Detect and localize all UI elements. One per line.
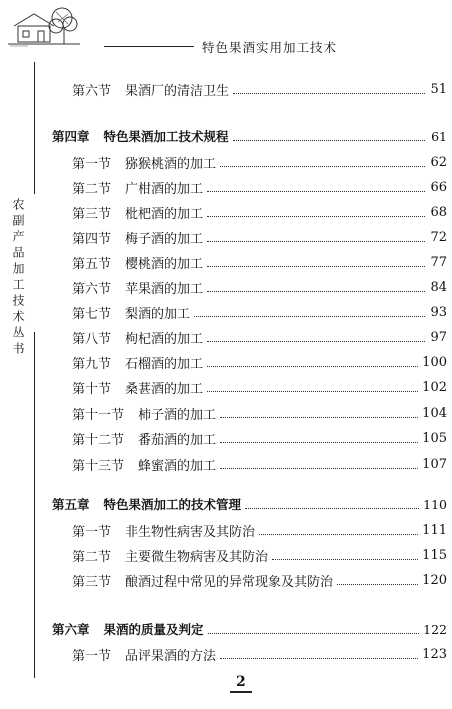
toc-title: 番茄酒的加工 <box>138 432 217 448</box>
toc-section-row <box>72 429 447 447</box>
toc-title: 特色果酒加工的技术管理 <box>103 497 242 512</box>
toc-title: 枇杷酒的加工 <box>125 206 204 222</box>
toc-number: 第十一节 <box>72 407 125 423</box>
toc-title: 枸杞酒的加工 <box>125 331 204 347</box>
toc-page-number: 62 <box>430 154 447 170</box>
toc-section-row <box>72 253 447 271</box>
toc-leader-dots <box>245 508 419 509</box>
toc-section-row <box>72 353 447 371</box>
toc-section-row <box>72 328 447 346</box>
toc-page-number: 104 <box>422 405 447 421</box>
toc-section-row <box>72 645 447 663</box>
page-number: 2 <box>230 674 252 693</box>
toc-page-number: 107 <box>422 456 447 472</box>
toc-leader-dots <box>220 658 418 659</box>
toc-page-number: 111 <box>422 522 447 538</box>
toc-number: 第九节 <box>72 356 112 372</box>
side-rule-top <box>34 62 35 194</box>
toc-page-number: 110 <box>423 496 447 512</box>
toc-title: 主要微生物病害及其防治 <box>125 549 269 565</box>
toc-page-number: 120 <box>422 572 447 588</box>
toc-page-number: 61 <box>431 128 447 144</box>
toc-leader-dots <box>207 266 425 267</box>
toc-leader-dots <box>207 391 418 392</box>
toc-section-row <box>72 521 447 539</box>
toc-number: 第十三节 <box>72 458 125 474</box>
toc-section-row <box>72 228 447 246</box>
toc-title: 梅子酒的加工 <box>125 231 204 247</box>
toc-number: 第一节 <box>72 648 112 664</box>
toc-title: 柿子酒的加工 <box>138 407 217 423</box>
toc-title: 猕猴桃酒的加工 <box>125 156 217 172</box>
toc-number: 第一节 <box>72 156 112 172</box>
house-tree-logo-icon <box>8 4 80 48</box>
toc-number: 第二节 <box>72 549 112 565</box>
toc-title: 果酒厂的清洁卫生 <box>125 83 230 99</box>
toc-number: 第六节 <box>72 83 112 99</box>
toc-page-number: 105 <box>422 430 447 446</box>
toc-page-number: 123 <box>422 646 447 662</box>
toc-number: 第六节 <box>72 281 112 297</box>
toc-leader-dots <box>233 140 425 141</box>
toc-leader-dots <box>207 291 425 292</box>
toc-leader-dots <box>207 216 425 217</box>
toc-leader-dots <box>207 341 425 342</box>
toc-number: 第一节 <box>72 524 112 540</box>
toc-title: 石榴酒的加工 <box>125 356 204 372</box>
toc-title: 果酒的质量及判定 <box>103 622 204 637</box>
toc-page-number: 97 <box>430 329 447 345</box>
toc-number: 第三节 <box>72 206 112 222</box>
toc-section-row <box>72 153 447 171</box>
toc-title: 非生物性病害及其防治 <box>125 524 256 540</box>
toc-section-row <box>72 378 447 396</box>
toc-number: 第十节 <box>72 381 112 397</box>
toc-number: 第二节 <box>72 181 112 197</box>
toc-section-row <box>72 455 447 473</box>
toc-leader-dots <box>272 559 418 560</box>
toc-leader-dots <box>207 191 425 192</box>
toc-section-row <box>72 303 447 321</box>
toc-leader-dots <box>208 633 420 634</box>
toc-title: 蜂蜜酒的加工 <box>138 458 217 474</box>
toc-leader-dots <box>220 417 418 418</box>
toc-page-number: 72 <box>430 229 447 245</box>
toc-section-row <box>72 404 447 422</box>
toc-title: 特色果酒加工技术规程 <box>103 129 229 144</box>
toc-page-number: 77 <box>430 254 447 270</box>
toc-number: 第五章 <box>52 497 90 512</box>
toc-number: 第六章 <box>52 622 90 637</box>
toc-number: 第四章 <box>52 129 90 144</box>
toc-title: 苹果酒的加工 <box>125 281 204 297</box>
toc-number: 第三节 <box>72 574 112 590</box>
toc-chapter-row <box>52 127 447 145</box>
toc-section-row <box>72 571 447 589</box>
toc-page-number: 102 <box>422 379 447 395</box>
toc-chapter-row <box>52 620 447 638</box>
toc-page-number: 84 <box>430 279 447 295</box>
toc-section-row <box>72 546 447 564</box>
toc-title: 樱桃酒的加工 <box>125 256 204 272</box>
toc-leader-dots <box>220 468 418 469</box>
header-rule <box>104 46 194 47</box>
toc-section-row <box>72 178 447 196</box>
toc-section-row <box>72 278 447 296</box>
toc-page-number: 68 <box>430 204 447 220</box>
toc-title: 酿酒过程中常见的异常现象及其防治 <box>125 574 334 590</box>
toc-page-number: 66 <box>430 179 447 195</box>
toc-title: 品评果酒的方法 <box>125 648 217 664</box>
toc-title: 梨酒的加工 <box>125 306 191 322</box>
toc-page-number: 93 <box>430 304 447 320</box>
toc-leader-dots <box>194 316 425 317</box>
toc-leader-dots <box>233 93 425 94</box>
toc-leader-dots <box>207 241 425 242</box>
toc-number: 第五节 <box>72 256 112 272</box>
toc-chapter-row <box>52 495 447 513</box>
toc-leader-dots <box>220 166 425 167</box>
toc-number: 第八节 <box>72 331 112 347</box>
toc-leader-dots <box>259 534 418 535</box>
series-label: 农副产品加工技术丛书 <box>11 198 25 358</box>
toc-title: 桑葚酒的加工 <box>125 381 204 397</box>
toc-number: 第四节 <box>72 231 112 247</box>
toc-page-number: 100 <box>422 354 447 370</box>
toc-number: 第七节 <box>72 306 112 322</box>
toc-page-number: 115 <box>422 547 447 563</box>
toc-leader-dots <box>207 366 418 367</box>
toc-number: 第十二节 <box>72 432 125 448</box>
toc-page-number: 122 <box>423 621 447 637</box>
toc-title: 广柑酒的加工 <box>125 181 204 197</box>
toc-leader-dots <box>337 584 418 585</box>
side-rule-bottom <box>34 332 35 678</box>
toc-leader-dots <box>220 442 418 443</box>
toc-page-number: 51 <box>430 81 447 97</box>
toc-section-row <box>72 80 447 98</box>
running-header-title: 特色果酒实用加工技术 <box>202 40 338 55</box>
toc-section-row <box>72 203 447 221</box>
